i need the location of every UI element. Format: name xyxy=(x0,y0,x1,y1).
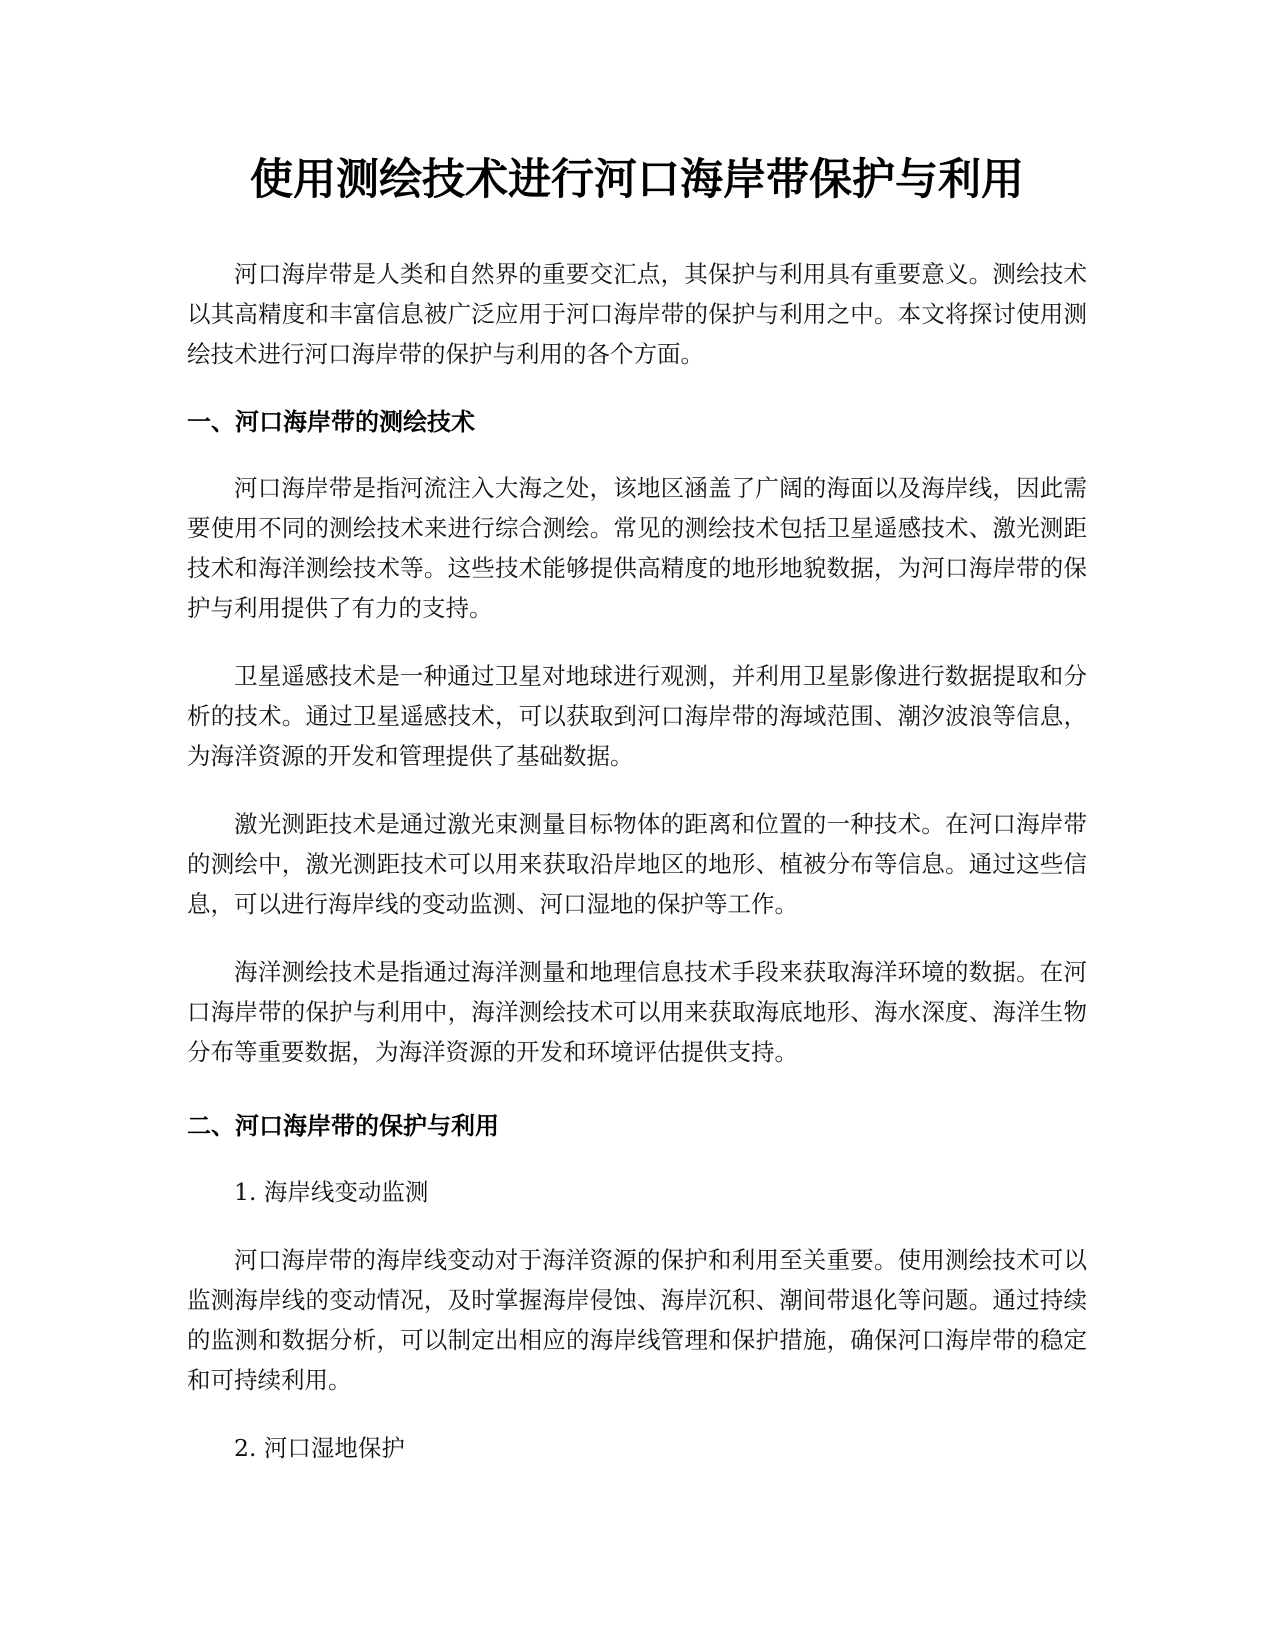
section-1-paragraph-4: 海洋测绘技术是指通过海洋测量和地理信息技术手段来获取海洋环境的数据。在河口海岸带的保护与利用中，海洋测绘技术可以用来获取海底地形、海水深度、海洋生物分布等重要数据，为海洋资源的开发和环境评估提供支持。 xyxy=(187,958,1087,1066)
section-2-heading: 二、河口海岸带的保护与利用 xyxy=(187,1112,499,1140)
subsection-2-heading: 2. 河口湿地保护 xyxy=(234,1434,405,1462)
document-title: 使用测绘技术进行河口海岸带保护与利用 xyxy=(250,155,1024,205)
subsection-1-heading: 1. 海岸线变动监测 xyxy=(234,1178,429,1206)
document-body xyxy=(187,150,1087,1496)
section-1-paragraph-3: 激光测距技术是通过激光束测量目标物体的距离和位置的一种技术。在河口海岸带的测绘中，激光测距技术可以用来获取沿岸地区的地形、植被分布等信息。通过这些信息，可以进行海岸线的变动监测、河口湿地的保护等工作。 xyxy=(187,810,1087,918)
section-1-heading: 一、河口海岸带的测绘技术 xyxy=(187,408,475,436)
section-1-paragraph-2: 卫星遥感技术是一种通过卫星对地球进行观测，并利用卫星影像进行数据提取和分析的技术。通过卫星遥感技术，可以获取到河口海岸带的海域范围、潮汐波浪等信息，为海洋资源的开发和管理提供了基础数据。 xyxy=(187,662,1087,770)
intro-paragraph: 河口海岸带是人类和自然界的重要交汇点，其保护与利用具有重要意义。测绘技术以其高精度和丰富信息被广泛应用于河口海岸带的保护与利用之中。本文将探讨使用测绘技术进行河口海岸带的保护与利用的各个方面。 xyxy=(187,260,1087,368)
subsection-1-paragraph: 河口海岸带的海岸线变动对于海洋资源的保护和利用至关重要。使用测绘技术可以监测海岸线的变动情况，及时掌握海岸侵蚀、海岸沉积、潮间带退化等问题。通过持续的监测和数据分析，可以制定出相应的海岸线管理和保护措施，确保河口海岸带的稳定和可持续利用。 xyxy=(187,1246,1087,1394)
section-1-paragraph-1: 河口海岸带是指河流注入大海之处，该地区涵盖了广阔的海面以及海岸线，因此需要使用不同的测绘技术来进行综合测绘。常见的测绘技术包括卫星遥感技术、激光测距技术和海洋测绘技术等。这些技术能够提供高精度的地形地貌数据，为河口海岸带的保护与利用提供了有力的支持。 xyxy=(187,474,1087,622)
